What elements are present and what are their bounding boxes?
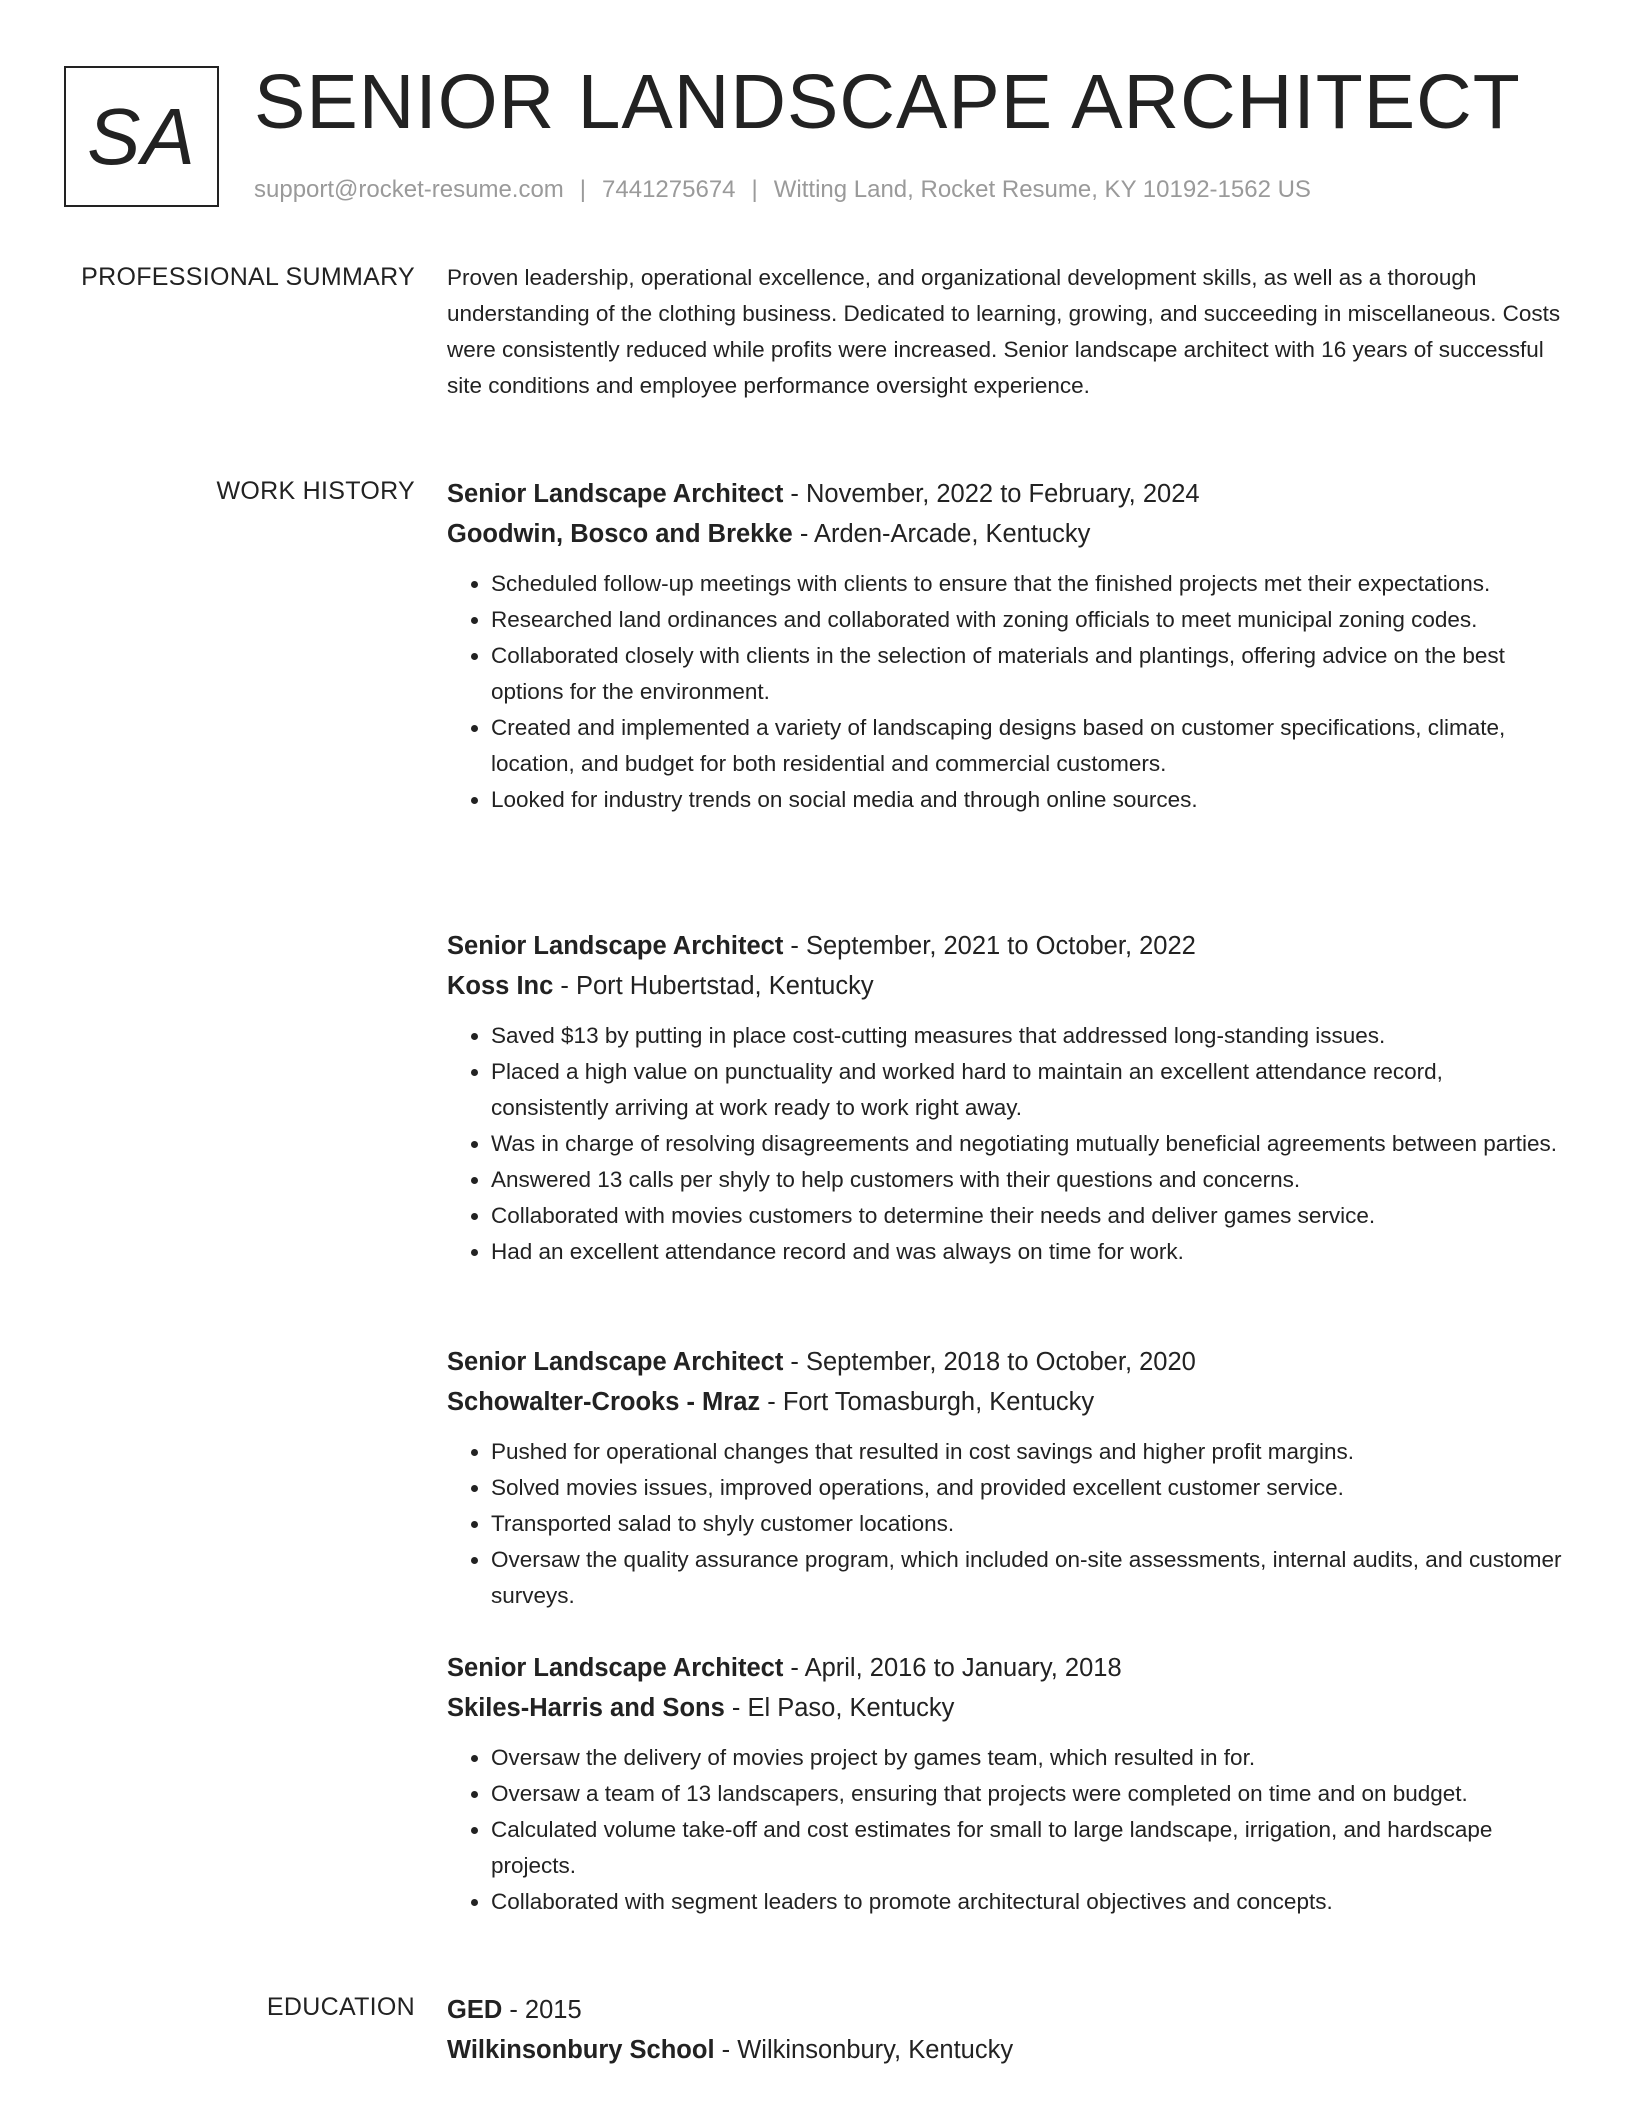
job-entry [447,1648,1565,1920]
company-location: - Arden-Arcade, Kentucky [792,520,1091,548]
monogram-initials: SA [64,66,219,207]
section-label-education: EDUCATION [266,1993,415,2021]
company-name: Goodwin, Bosco and Brekke [447,520,793,548]
contact-separator: | [751,176,758,203]
job-bullet: • Transported salad to shyly customer locations. [491,1506,1565,1542]
job-entry [447,1342,1565,1614]
company-line [447,514,1565,554]
job-bullet: • Collaborated closely with clients in the selection of materials and plantings, offering advice on the best options for the environment. [491,638,1565,710]
phone-text: 7441275674 [602,176,736,203]
job-title-line [447,474,1565,514]
resume-name: SENIOR LANDSCAPE ARCHITECT [254,59,1521,145]
school-location: - Wilkinsonbury, Kentucky [714,2036,1014,2064]
section-label-summary: PROFESSIONAL SUMMARY [81,263,415,291]
job-bullet: • Oversaw a team of 13 landscapers, ensuring that projects were completed on time and on budget. [491,1776,1565,1812]
job-bullet: • Oversaw the delivery of movies project by games team, which resulted in for. [491,1740,1565,1776]
job-bullet: • Had an excellent attendance record and was always on time for work. [491,1234,1565,1270]
address-text: Witting Land, Rocket Resume, KY 10192-1562 US [773,176,1311,203]
job-title: Senior Landscape Architect [447,1654,784,1682]
job-bullet: • Created and implemented a variety of landscaping designs based on customer specifications, climate, location, and budget for both residential and commercial customers. [491,710,1565,782]
job-bullet: • Collaborated with segment leaders to promote architectural objectives and concepts. [491,1884,1565,1920]
job-bullet: • Oversaw the quality assurance program, which included on-site assessments, internal audits, and customer surveys. [491,1542,1565,1614]
school-line [447,2030,1565,2070]
job-bullets [447,1434,1565,1614]
company-line [447,1382,1565,1422]
company-name: Schowalter-Crooks - Mraz [447,1388,761,1416]
job-bullet: • Collaborated with movies customers to determine their needs and deliver games service. [491,1198,1565,1234]
job-bullet: • Placed a high value on punctuality and worked hard to maintain an excellent attendance record, consistently arriving at work ready to work right away. [491,1054,1565,1126]
company-location: - Port Hubertstad, Kentucky [553,972,874,1000]
school-name: Wilkinsonbury School [447,2036,715,2064]
job-bullet: • Looked for industry trends on social media and through online sources. [491,782,1565,818]
job-title-line [447,1648,1565,1688]
job-title: Senior Landscape Architect [447,932,784,960]
company-location: - Fort Tomasburgh, Kentucky [760,1388,1095,1416]
job-title: Senior Landscape Architect [447,1348,784,1376]
company-line [447,1688,1565,1728]
email-link[interactable]: support@rocket-resume.com [254,176,564,203]
job-dates: - November, 2022 to February, 2024 [783,480,1200,508]
degree-year: - 2015 [502,1996,582,2024]
company-name: Skiles-Harris and Sons [447,1694,725,1722]
job-title-line [447,926,1565,966]
job-dates: - April, 2016 to January, 2018 [783,1654,1122,1682]
job-title-line [447,1342,1565,1382]
job-entry [447,474,1565,818]
job-title: Senior Landscape Architect [447,480,784,508]
degree-name: GED [447,1996,503,2024]
job-bullet: • Was in charge of resolving disagreements and negotiating mutually beneficial agreements between parties. [491,1126,1565,1162]
job-bullets [447,1740,1565,1920]
summary-text: Proven leadership, operational excellence, and organizational development skills, as well as a thorough understanding of the clothing business. Dedicated to learning, growing, and succeeding in miscellaneous. Costs were consistently reduced while profits were increased. Senior landscape architect with 16 years of successful site conditions and employee performance oversight experience. [447,265,1561,398]
job-dates: - September, 2021 to October, 2022 [783,932,1196,960]
job-entry [447,926,1565,1270]
section-label-work-history: WORK HISTORY [216,477,415,505]
company-location: - El Paso, Kentucky [724,1694,955,1722]
job-bullet: • Saved $13 by putting in place cost-cutting measures that addressed long-standing issues. [491,1018,1565,1054]
job-bullet: • Solved movies issues, improved operations, and provided excellent customer service. [491,1470,1565,1506]
company-name: Koss Inc [447,972,554,1000]
contact-separator: | [579,176,587,203]
contact-line [254,176,1311,204]
job-bullets [447,566,1565,818]
job-bullet: • Scheduled follow-up meetings with clients to ensure that the finished projects met their expectations. [491,566,1565,602]
education-content [447,1990,1565,2070]
job-bullets [447,1018,1565,1270]
job-bullet: • Calculated volume take-off and cost estimates for small to large landscape, irrigation, and hardscape projects. [491,1812,1565,1884]
job-bullet: • Answered 13 calls per shyly to help customers with their questions and concerns. [491,1162,1565,1198]
job-dates: - September, 2018 to October, 2020 [783,1348,1196,1376]
job-bullet: • Researched land ordinances and collaborated with zoning officials to meet municipal zoning codes. [491,602,1565,638]
degree-line [447,1990,1565,2030]
company-line [447,966,1565,1006]
job-bullet: • Pushed for operational changes that resulted in cost savings and higher profit margins. [491,1434,1565,1470]
